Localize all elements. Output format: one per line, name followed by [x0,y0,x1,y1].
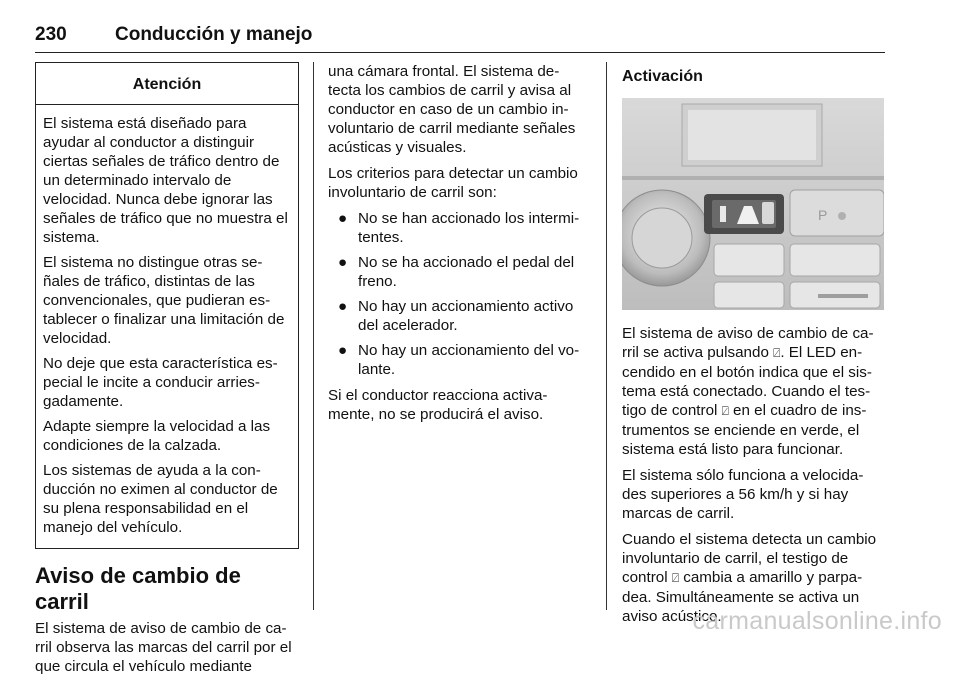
lane-assist-icon: ⍁ [773,346,781,360]
lane-assist-icon: ⍁ [671,571,680,585]
column-divider [313,62,314,610]
activation-heading: Activación [622,68,703,85]
bullet-icon: ● [338,342,348,359]
lane-assist-icon: ⍁ [721,404,729,418]
list-item: ● No hay un accionamiento activo del acelerador. [338,298,574,334]
list-item: ● No hay un accionamiento del vo-lante. [338,342,580,378]
column-3 [622,62,884,633]
criteria-intro: Los criterios para detectar un cambio involuntario de carril son: [328,165,578,201]
activation-paragraph: El sistema sólo funciona a velocida-des superiores a 56 km/h y si hay marcas de carril. [622,467,864,522]
criteria-list [328,209,590,379]
list-item: ● No se ha accionado el pedal del freno. [338,254,575,290]
attention-title: Atención [36,63,298,105]
lane-departure-button-photo [622,98,884,310]
watermark: carmanualsonline.info [692,607,942,635]
closing-text: Si el conductor reacciona activa-mente, no se producirá el aviso. [328,387,548,423]
bullet-icon: ● [338,298,348,315]
section-heading: Aviso de cambio de carril [35,563,241,614]
chapter-title: Conducción y manejo [115,24,313,45]
list-item: ● No se han accionado los intermi-tentes. [338,210,580,246]
attention-body [36,105,298,548]
column-2 [328,62,590,431]
column-1 [35,62,299,683]
bullet-icon: ● [338,254,348,271]
attention-paragraph: No deje que esta característica es-pecial le incite a conducir arries-gadamente. [43,355,278,410]
page-number: 230 [35,24,67,45]
attention-paragraph: Los sistemas de ayuda a la con-ducción no eximen al conductor de su plena responsabilidad en el manejo del vehículo. [43,462,278,536]
attention-paragraph: El sistema no distingue otras se-ñales de tráfico, distintas de las convencionales, que pudieran es-tablecer o finalizar una limitación de velocidad. [43,254,285,347]
activation-paragraph: Cuando el sistema detecta un cambio involuntario de carril, el testigo de control ⍁ cambia a amarillo y parpa-dea. Simultáneamente se activa un aviso acústico. [622,531,877,625]
attention-paragraph: Adapte siempre la velocidad a las condiciones de la calzada. [43,418,271,454]
attention-box [35,62,299,549]
section-intro: El sistema de aviso de cambio de ca-rril observa las marcas del carril por el que circula el vehículo mediante [35,620,292,675]
activation-paragraph: El sistema de aviso de cambio de ca-rril se activa pulsando ⍁. El LED en-cendido en el botón indica que el sis-tema está conectado. Cuando el tes-tigo de control ⍁ en el cuadro de ins-trumentos se enciende en verde, el sistema está listo para funcionar. [622,325,874,458]
column-divider [606,62,607,610]
page-header [35,22,885,53]
bullet-icon: ● [338,210,348,227]
attention-paragraph: El sistema está diseñado para ayudar al conductor a distinguir ciertas señales de tráfico dentro de un determinado intervalo de velocidad. Nunca debe ignorar las señales de tráfico que no muestra el sistema. [43,115,288,246]
svg-text:P: P [818,207,828,223]
continuation-text: una cámara frontal. El sistema de-tecta los cambios de carril y avisa al conductor en caso de un cambio in-voluntario de carril mediante señales acústicas y visuales. [328,63,576,156]
